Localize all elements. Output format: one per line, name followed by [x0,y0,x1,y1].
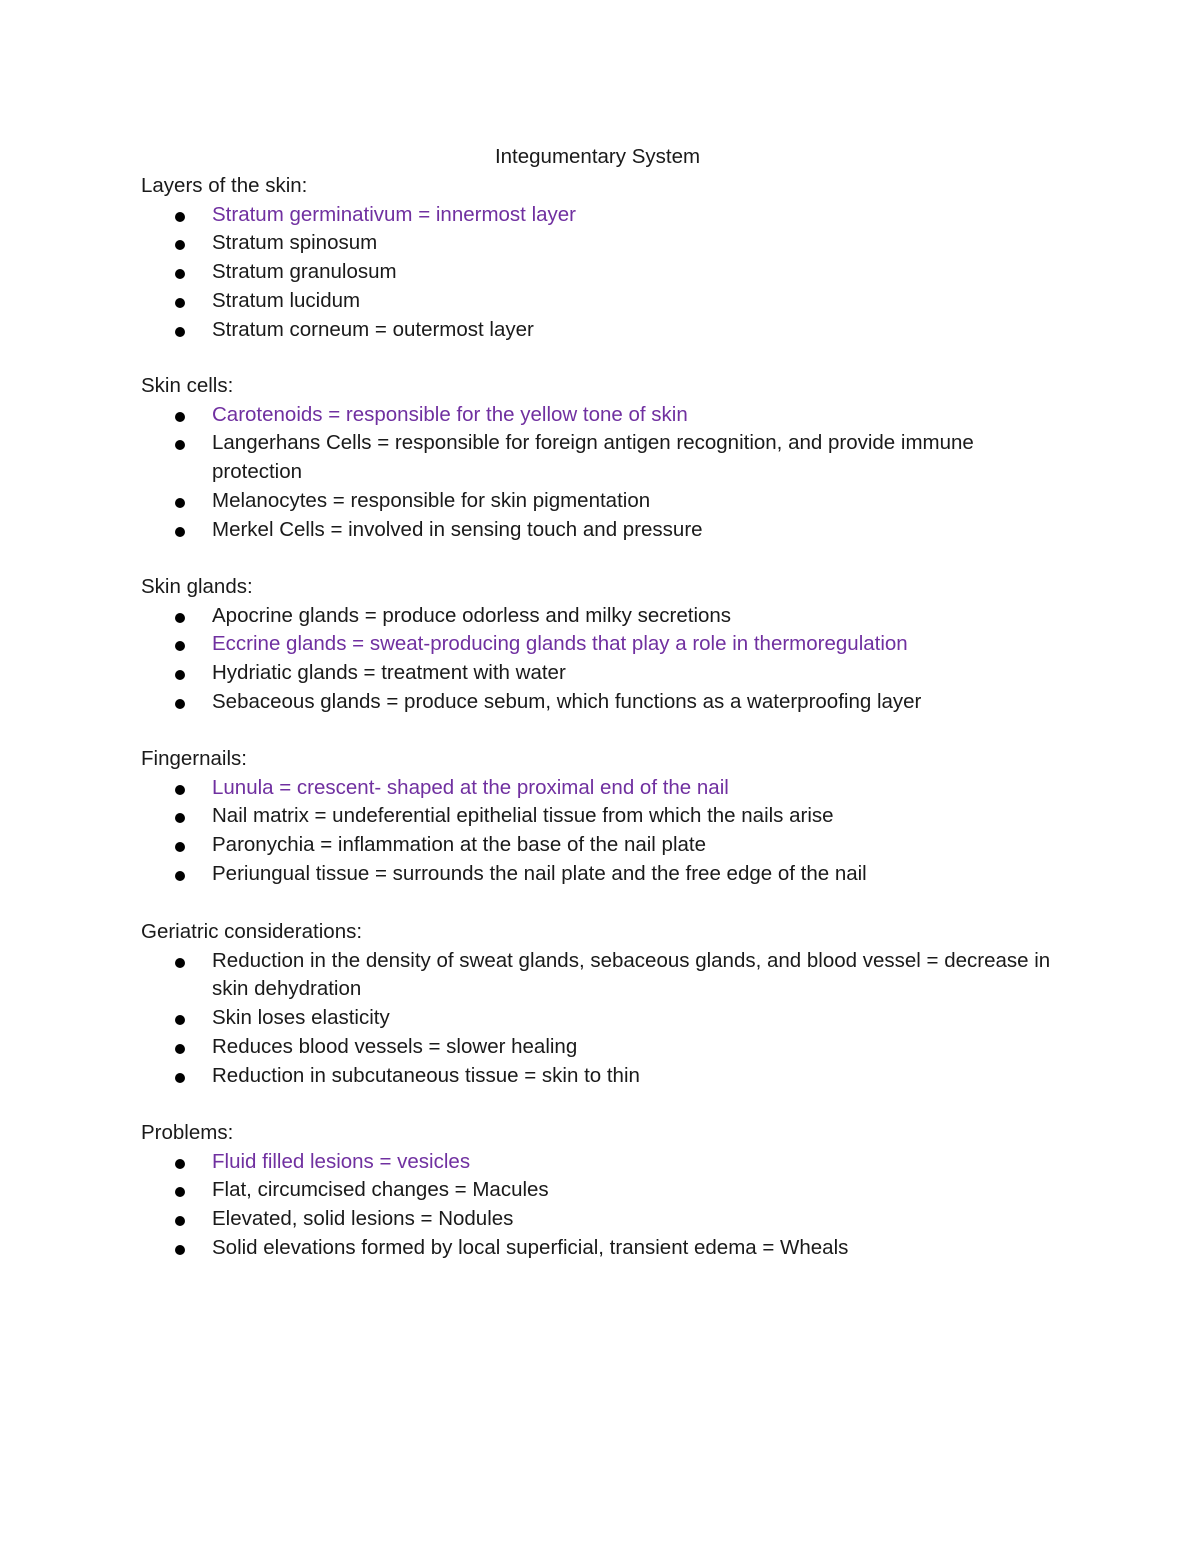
list-item-text: Elevated, solid lesions = Nodules [212,1207,514,1231]
list-item-text: Reduction in subcutaneous tissue = skin to thin [212,1063,640,1087]
bullet-icon [175,958,185,968]
list-item-text: Eccrine glands = sweat-producing glands that play a role in thermoregulation [212,632,908,656]
list-item [141,429,1012,486]
section-skin-glands [141,573,1101,717]
section-layers-of-skin [141,172,1101,344]
list-item [141,258,1101,287]
list-item [141,1062,1101,1091]
bullet-icon [175,613,185,623]
document-title: Integumentary System [494,145,701,168]
list-item [141,659,1101,688]
bullet-icon [175,240,185,250]
section-heading: Skin cells: [141,374,234,397]
bullet-icon [175,813,185,823]
list-item-text: Lunula = crescent- shaped at the proximal end of the nail [212,775,729,799]
bullet-icon [175,212,185,222]
bullet-icon [175,412,185,422]
section-heading: Problems: [141,1121,234,1144]
list-item [141,1176,1101,1205]
bullet-list [141,774,1101,889]
bullet-icon [175,871,185,881]
list-item-text: Sebaceous glands = produce sebum, which functions as a waterproofing layer [212,689,922,713]
bullet-icon [175,498,185,508]
list-item [141,630,1101,659]
bullet-icon [175,327,185,337]
bullet-list [141,201,1101,345]
list-item [141,1148,1101,1177]
list-item-text: Stratum lucidum [212,288,361,312]
bullet-icon [175,298,185,308]
bullet-icon [175,1187,185,1197]
bullet-icon [175,440,185,450]
bullet-list [141,947,1101,1091]
list-item-text: Fluid filled lesions = vesicles [212,1149,471,1173]
list-item [141,287,1101,316]
section-heading: Fingernails: [141,747,247,770]
section-heading: Layers of the skin: [141,174,308,197]
list-item [141,229,1101,258]
list-item-text: Nail matrix = undeferential epithelial tissue from which the nails arise [212,804,834,828]
list-item [141,1033,1101,1062]
list-item [141,947,1062,1004]
list-item [141,201,1101,230]
list-item-text: Merkel Cells = involved in sensing touch and pressure [212,517,703,541]
section-problems [141,1119,1101,1263]
section-skin-cells [141,372,1101,544]
list-item-text: Solid elevations formed by local superficial, transient edema = Wheals [212,1235,849,1259]
list-item-text: Skin loses elasticity [212,1006,390,1030]
list-item [141,1004,1101,1033]
list-item-text: Reduction in the density of sweat glands, sebaceous glands, and blood vessel = decrease in skin dehydration [212,948,1051,1001]
bullet-list [141,602,1101,717]
bullet-icon [175,1159,185,1169]
list-item-text: Stratum granulosum [212,260,397,284]
section-heading: Skin glands: [141,575,253,598]
bullet-icon [175,641,185,651]
bullet-icon [175,670,185,680]
list-item [141,316,1101,345]
list-item [141,602,1101,631]
list-item [141,831,1101,860]
list-item-text: Stratum spinosum [212,231,378,255]
bullet-icon [175,785,185,795]
list-item-text: Stratum corneum = outermost layer [212,317,534,341]
bullet-icon [175,1015,185,1025]
bullet-icon [175,269,185,279]
bullet-icon [175,699,185,709]
section-geriatric-considerations [141,918,1101,1090]
list-item-text: Periungual tissue = surrounds the nail plate and the free edge of the nail [212,861,867,885]
list-item [141,487,1101,516]
bullet-icon [175,1073,185,1083]
list-item-text: Melanocytes = responsible for skin pigmentation [212,488,651,512]
list-item-text: Langerhans Cells = responsible for foreign antigen recognition, and provide immune protection [212,431,974,484]
list-item-text: Carotenoids = responsible for the yellow tone of skin [212,402,688,426]
list-item-text: Hydriatic glands = treatment with water [212,661,566,685]
list-item-text: Flat, circumcised changes = Macules [212,1178,549,1202]
bullet-icon [175,527,185,537]
list-item [141,860,1101,889]
list-item [141,401,1101,430]
list-item [141,774,1101,803]
list-item-text: Apocrine glands = produce odorless and milky secretions [212,603,732,627]
bullet-icon [175,1216,185,1226]
section-fingernails [141,745,1101,889]
list-item [141,1234,1101,1263]
list-item [141,516,1101,545]
bullet-icon [175,1245,185,1255]
section-heading: Geriatric considerations: [141,920,363,943]
list-item [141,1205,1101,1234]
list-item-text: Paronychia = inflammation at the base of the nail plate [212,833,707,857]
list-item-text: Reduces blood vessels = slower healing [212,1034,578,1058]
list-item [141,802,1101,831]
bullet-icon [175,1044,185,1054]
list-item [141,688,1101,717]
list-item-text: Stratum germinativum = innermost layer [212,202,577,226]
bullet-icon [175,842,185,852]
bullet-list [141,1148,1101,1263]
bullet-list [141,401,1101,545]
